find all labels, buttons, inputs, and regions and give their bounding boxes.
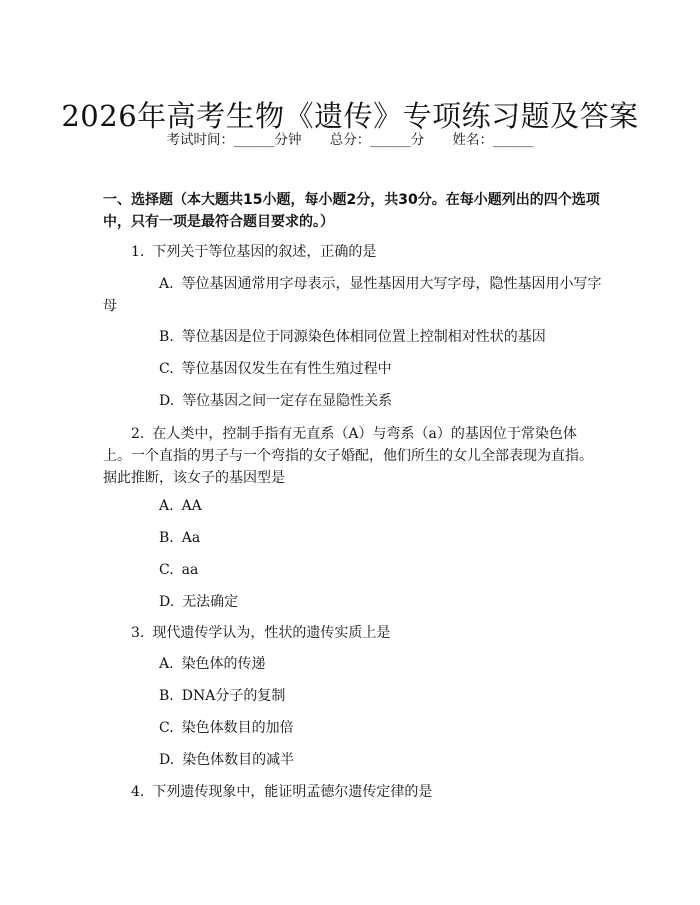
question-number: 2. <box>131 426 145 442</box>
exam-score-field: 总分：______分 <box>329 132 425 148</box>
question-1-stem <box>103 241 603 263</box>
question-number: 3. <box>131 625 145 641</box>
question-2-option-a <box>103 495 603 517</box>
option-text: Aa <box>181 530 201 546</box>
option-text: 染色体数目的加倍 <box>181 720 294 736</box>
option-text: 无法确定 <box>182 594 239 610</box>
option-letter: D. <box>159 393 175 409</box>
option-text: 等位基因仅发生在有性生殖过程中 <box>181 361 392 377</box>
question-text: 下列遗传现象中，能证明孟德尔遗传定律的是 <box>152 784 433 800</box>
section-heading: 一、选择题（本大题共15小题，每小题2分，共30分。在每小题列出的四个选项中，只有一项是最符合题目要求的。） <box>103 192 600 230</box>
option-text: aa <box>181 562 199 578</box>
option-letter: B. <box>159 688 174 704</box>
option-text: 等位基因之间一定存在显隐性关系 <box>182 393 393 409</box>
question-number: 1. <box>131 244 145 260</box>
option-letter: B. <box>159 329 174 345</box>
option-letter: A. <box>159 498 174 514</box>
option-letter: C. <box>159 562 174 578</box>
question-3-option-d <box>103 749 603 771</box>
question-1-option-a <box>103 273 603 317</box>
option-text: 染色体数目的减半 <box>182 752 295 768</box>
exam-time-field: 考试时间：______分钟 <box>166 132 302 148</box>
question-number: 4. <box>131 784 145 800</box>
option-text: DNA分子的复制 <box>181 688 286 704</box>
question-2-option-b <box>103 527 603 549</box>
question-1-option-c <box>103 358 603 380</box>
option-letter: C. <box>159 720 174 736</box>
question-1-option-d <box>103 390 603 412</box>
question-1-option-b <box>103 326 603 348</box>
question-3-stem <box>103 622 603 644</box>
question-2-option-c <box>103 559 603 581</box>
question-3-option-a <box>103 653 603 675</box>
document-title: 2026年高考生物《遗传》专项练习题及答案 <box>61 99 639 134</box>
option-text: AA <box>181 498 202 514</box>
exam-name-field: 姓名：______ <box>452 132 534 148</box>
question-text: 在人类中，控制手指有无直系（A）与弯系（a）的基因位于常染色体上。一个直指的男子与一个弯指的女子婚配，他们所生的女儿全部表现为直指。据此推断，该女子的基因型是 <box>103 426 593 486</box>
question-2-option-d <box>103 591 603 613</box>
question-4-stem <box>103 781 603 803</box>
option-letter: A. <box>159 276 174 292</box>
option-letter: D. <box>159 752 175 768</box>
option-letter: B. <box>159 530 174 546</box>
option-text: 染色体的传递 <box>181 656 266 672</box>
option-letter: A. <box>159 656 174 672</box>
question-text: 下列关于等位基因的叙述，正确的是 <box>152 244 377 260</box>
question-3-option-b <box>103 685 603 707</box>
question-2-stem <box>103 423 603 489</box>
question-3-option-c <box>103 717 603 739</box>
option-letter: C. <box>159 361 174 377</box>
option-letter: D. <box>159 594 175 610</box>
option-text: 等位基因通常用字母表示，显性基因用大写字母，隐性基因用小写字母 <box>103 276 602 314</box>
option-text: 等位基因是位于同源染色体相同位置上控制相对性状的基因 <box>181 329 546 345</box>
question-text: 现代遗传学认为，性状的遗传实质上是 <box>152 625 391 641</box>
exam-meta <box>0 128 700 152</box>
